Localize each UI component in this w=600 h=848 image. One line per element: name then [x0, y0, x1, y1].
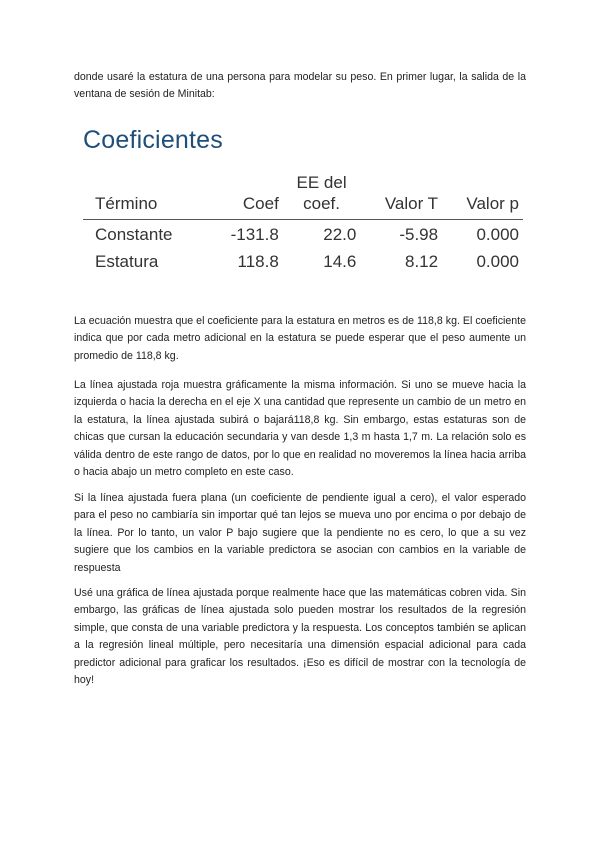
table-row — [83, 247, 523, 274]
table-row — [83, 220, 523, 248]
intro-paragraph: donde usaré la estatura de una persona para modelar su peso. En primer lugar, la salida de la ventana de sesión de Minitab: — [74, 71, 526, 101]
cell-p: 0.000 — [476, 225, 519, 244]
body-paragraph: La ecuación muestra que el coeficiente para la estatura en metros es de 118,8 kg. El coeficiente indica que por cada metro adicional en la estatura se puede esperar que el peso aumente un promedio de 118,8 kg. — [74, 315, 526, 362]
header-p-value: Valor p — [442, 172, 523, 220]
coefficients-header-row — [83, 172, 523, 220]
cell-term: Estatura — [95, 252, 159, 271]
header-term: Término — [83, 172, 208, 220]
header-se-coef — [283, 172, 361, 220]
cell-t: -5.98 — [399, 225, 439, 244]
body-paragraph: Usé una gráfica de línea ajustada porque realmente hace que las matemáticas cobren vida. Sin embargo, las gráficas de línea ajustada solo pueden mostrar los resultados de la regresión simple, que consta de una variable predictora y la respuesta. Los conceptos también se aplican a la regresión lineal múltiple, pero necesitaría una dimensión espacial adicional para cada predictor adicional para graficar los resultados. ¡Eso es difícil de mostrar con la tecnología de hoy! — [74, 587, 526, 687]
body-paragraph: La línea ajustada roja muestra gráficamente la misma información. Si uno se mueve hacia la izquierda o hacia la derecha en el eje X una cantidad que represente un cambio de un metro en la estatura, la línea ajustada subirá o bajará118,8 kg. Sin embargo, estas estaturas son de chicas que cursan la educación secundaria y van desde 1,3 m hasta 1,7 m. La relación solo es válida dentro de este rango de datos, por lo que en realidad no moveremos la línea hacia arriba o hacia abajo un metro completo en este caso. — [74, 379, 526, 479]
header-se-line2: coef. — [303, 194, 340, 213]
cell-se: 14.6 — [323, 252, 357, 271]
coefficients-table — [83, 172, 523, 274]
header-se-line1: EE del — [296, 173, 347, 192]
cell-se: 22.0 — [323, 225, 357, 244]
cell-p: 0.000 — [476, 252, 519, 271]
cell-term: Constante — [95, 225, 173, 244]
body-paragraph: Si la línea ajustada fuera plana (un coeficiente de pendiente igual a cero), el valor esperado para el peso no cambiaría sin importar qué tan lejos se mueva uno por encima o por debajo de la línea. Por lo tanto, un valor P bajo sugiere que la pendiente no es cero, lo que a su vez sugiere que los cambios en la variable predictora se asocian con cambios en la variable de respuesta — [74, 492, 526, 574]
cell-coef: -131.8 — [230, 225, 279, 244]
cell-t: 8.12 — [404, 252, 439, 271]
header-t-value: Valor T — [360, 172, 442, 220]
header-coef: Coef — [208, 172, 283, 220]
coefficients-title: Coeficientes — [83, 126, 223, 154]
cell-coef: 118.8 — [237, 252, 279, 271]
